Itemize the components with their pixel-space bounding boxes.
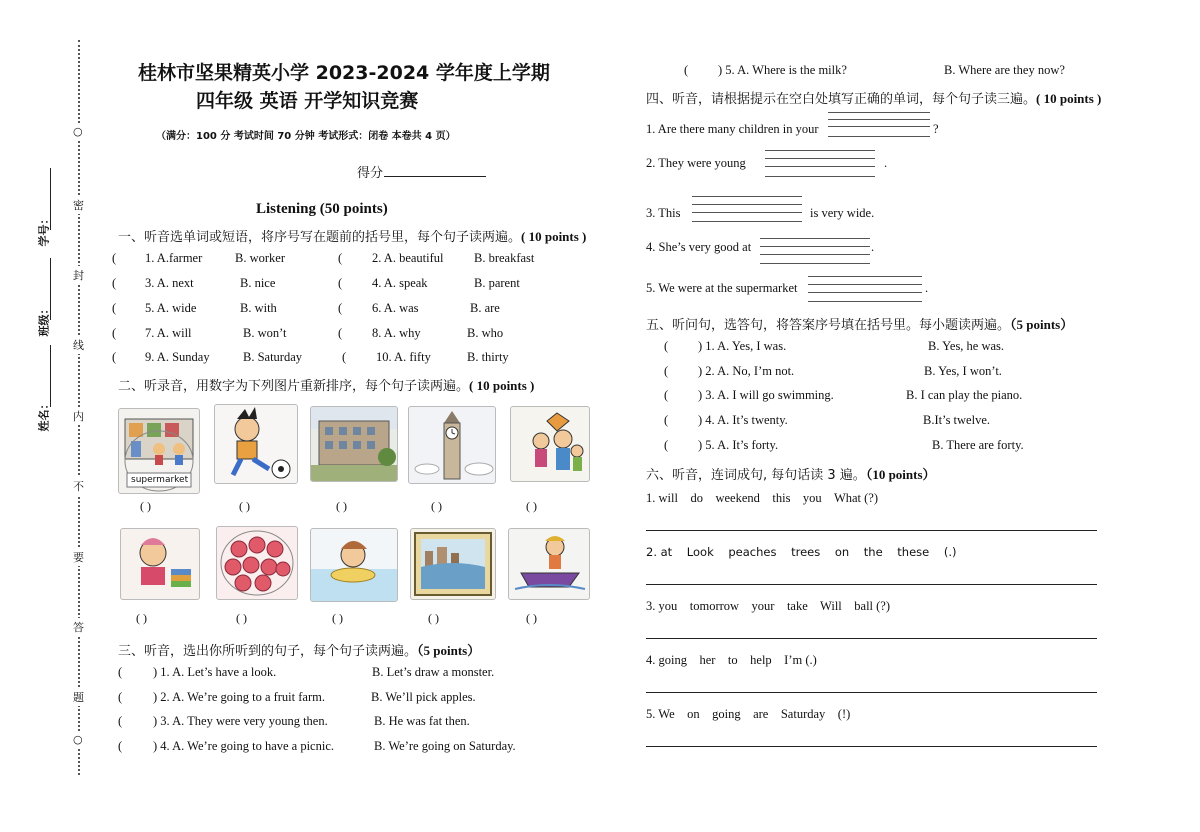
answer-line[interactable] [646, 584, 1097, 585]
handwriting-line[interactable] [692, 221, 802, 222]
seal-char-nei: 内 [73, 407, 84, 425]
part3-item1-option-b: B. Let’s draw a monster. [372, 665, 495, 679]
handwriting-line[interactable] [765, 176, 875, 177]
student-id-label: 学号： [37, 213, 51, 247]
handwriting-line [692, 196, 802, 197]
list-item: ( [664, 364, 669, 378]
handwriting-line [765, 150, 875, 151]
part1-item7-option-b: B. won’t [243, 326, 287, 340]
picture-order-blank[interactable]: ( ) [236, 611, 247, 625]
picture-order-blank[interactable]: ( ) [336, 499, 347, 513]
part4-item2-end: . [884, 156, 888, 170]
picture-school-building [310, 406, 398, 482]
handwriting-line [808, 284, 922, 285]
seal-char-yao: 要 [73, 548, 84, 566]
part6-heading [646, 464, 936, 483]
part4-heading [646, 88, 1101, 107]
seal-circle-top: ○ [73, 125, 83, 138]
part1-points: ( 10 points ) [521, 229, 587, 244]
handwriting-line[interactable] [828, 136, 930, 137]
part5-heading [646, 314, 1073, 333]
score-blank[interactable] [384, 176, 486, 177]
part6-item2-words: 2. at Look peaches trees on the these (.) [646, 545, 957, 559]
list-item: ( [664, 388, 669, 402]
part6-item1-words: 1. will do weekend this you What (?) [646, 491, 879, 505]
part1-item5-option-b: B. with [240, 301, 277, 315]
part1-heading [118, 226, 586, 245]
picture-boy-kicking-ball [214, 404, 298, 484]
handwriting-line [692, 212, 802, 213]
part2-points: ( 10 points ) [469, 378, 535, 393]
part2-heading-text: 二、听录音，用数字为下列图片重新排序，每个句子读两遍。 [118, 379, 470, 394]
part1-item2-option-b: B. breakfast [474, 251, 535, 265]
list-item: ( [684, 63, 689, 77]
list-item: ( [118, 665, 123, 679]
part6-heading-text: 六、听音，连词成句, 每句话读 3 遍。 [646, 468, 866, 483]
list-item: ( [112, 301, 117, 315]
part6-item4-words: 4. going her to help I’m (.) [646, 653, 817, 667]
handwriting-line [760, 246, 870, 247]
part4-item1-end: ? [933, 122, 939, 136]
part1-item6-option-a: 6. A. was [372, 301, 419, 315]
part5-item5-option-a: ) 5. A. It’s forty. [698, 438, 779, 452]
part3-item1-option-a: ) 1. A. Let’s have a look. [153, 665, 277, 679]
supermarket-sign: supermarket [131, 475, 189, 485]
list-item: ( [118, 714, 123, 728]
list-item: ( [118, 739, 123, 753]
answer-line[interactable] [646, 638, 1097, 639]
handwriting-line [828, 112, 930, 113]
list-item: ( [112, 276, 117, 290]
picture-order-blank[interactable]: ( ) [136, 611, 147, 625]
picture-order-blank[interactable]: ( ) [140, 499, 151, 513]
part4-item2-prompt: 2. They were young [646, 156, 746, 170]
part3-heading [118, 640, 480, 659]
picture-girl-with-books [120, 528, 200, 600]
list-item: ( [118, 690, 123, 704]
seal-char-mi: 密 [73, 196, 84, 214]
part4-item3-prompt: 3. This [646, 206, 681, 220]
seal-char-xian: 线 [73, 336, 84, 354]
listening-heading: Listening (50 points) [256, 201, 388, 217]
part1-item7-option-a: 7. A. will [145, 326, 192, 340]
name-label: 姓名： [37, 398, 51, 432]
class-label: 班级： [37, 303, 51, 337]
part6-points: （10 points） [865, 467, 936, 482]
class-blank[interactable] [50, 258, 51, 320]
student-id-blank[interactable] [50, 168, 51, 230]
picture-order-blank[interactable]: ( ) [239, 499, 250, 513]
list-item: ( [338, 326, 343, 340]
part3-item4-option-b: B. We’re going on Saturday. [374, 739, 516, 753]
part1-item3-option-a: 3. A. next [145, 276, 194, 290]
handwriting-line [760, 238, 870, 239]
seal-char-da: 答 [73, 618, 84, 636]
part1-item4-option-b: B. parent [474, 276, 520, 290]
list-item: ( [664, 438, 669, 452]
handwriting-line[interactable] [808, 301, 922, 302]
handwriting-line [808, 292, 922, 293]
part3-points: （5 points） [417, 643, 481, 658]
seal-char-ti: 题 [73, 688, 84, 706]
picture-order-blank[interactable]: ( ) [526, 611, 537, 625]
part6-item3-words: 3. you tomorrow your take Will ball (?) [646, 599, 891, 613]
picture-family-with-kite [510, 406, 590, 482]
part3-item4-option-a: ) 4. A. We’re going to have a picnic. [153, 739, 334, 753]
handwriting-line [760, 254, 870, 255]
part1-item1-option-b: B. worker [235, 251, 285, 265]
handwriting-line [692, 204, 802, 205]
handwriting-line [828, 119, 930, 120]
picture-peaches [216, 526, 298, 600]
part3-item2-option-a: ) 2. A. We’re going to a fruit farm. [153, 690, 325, 704]
part1-item8-option-b: B. who [467, 326, 504, 340]
part4-points: ( 10 points ) [1036, 91, 1102, 106]
list-item: ( [342, 350, 347, 364]
picture-order-blank[interactable]: ( ) [431, 499, 442, 513]
part1-item5-option-a: 5. A. wide [145, 301, 197, 315]
part5-item1-option-a: ) 1. A. Yes, I was. [698, 339, 787, 353]
part4-item4-prompt: 4. She’s very good at [646, 240, 752, 254]
name-blank[interactable] [50, 345, 51, 407]
part1-item4-option-a: 4. A. speak [372, 276, 428, 290]
part1-item8-option-a: 8. A. why [372, 326, 421, 340]
score-label: 得分 [357, 166, 384, 181]
part5-item4-option-a: ) 4. A. It’s twenty. [698, 413, 788, 427]
picture-girl-in-boat [508, 528, 590, 600]
part1-item2-option-a: 2. A. beautiful [372, 251, 444, 265]
part6-item5-words: 5. We on going are Saturday (!) [646, 707, 851, 721]
list-item: ( [112, 326, 117, 340]
handwriting-line [765, 158, 875, 159]
picture-order-blank[interactable]: ( ) [526, 499, 537, 513]
answer-line[interactable] [646, 692, 1097, 693]
part5-item3-option-a: ) 3. A. I will go swimming. [698, 388, 834, 402]
part1-item10-option-b: B. thirty [467, 350, 509, 364]
seal-char-feng: 封 [73, 266, 84, 284]
part4-item4-end: . [871, 240, 875, 254]
part1-item10-option-a: 10. A. fifty [376, 350, 431, 364]
part3-item5-option-a: ) 5. A. Where is the milk? [718, 63, 847, 77]
part5-item3-option-b: B. I can play the piano. [906, 388, 1023, 402]
part1-item9-option-b: B. Saturday [243, 350, 303, 364]
handwriting-line [808, 276, 922, 277]
part4-item5-prompt: 5. We were at the supermarket [646, 281, 798, 295]
part1-item1-option-a: 1. A.farmer [145, 251, 203, 265]
list-item: ( [112, 350, 117, 364]
part5-item4-option-b: B.It’s twelve. [923, 413, 991, 427]
list-item: ( [664, 339, 669, 353]
part4-item3-end: is very wide. [810, 206, 875, 220]
picture-supermarket [118, 408, 200, 494]
picture-order-blank[interactable]: ( ) [428, 611, 439, 625]
part5-heading-text: 五、听问句，选答句，将答案序号填在括号里。每小题读两遍。 [646, 318, 1011, 333]
list-item: ( [664, 413, 669, 427]
part5-item2-option-b: B. Yes, I won’t. [924, 364, 1002, 378]
list-item: ( [112, 251, 117, 265]
part5-item5-option-b: B. There are forty. [932, 438, 1024, 452]
picture-order-blank[interactable]: ( ) [332, 611, 343, 625]
part3-item3-option-b: B. He was fat then. [374, 714, 470, 728]
list-item: ( [338, 276, 343, 290]
part4-heading-text: 四、听音，请根据提示在空白处填写正确的单词，每个句子读三遍。 [646, 92, 1037, 107]
list-item: ( [338, 251, 343, 265]
part1-heading-text: 一、听音选单词或短语，将序号写在题前的括号里，每个句子读两遍。 [118, 230, 522, 245]
part5-points: （5 points） [1010, 317, 1074, 332]
exam-title-line1: 桂林市坚果精英小学 2023-2024 学年度上学期 [138, 62, 550, 84]
picture-city-river-painting [410, 528, 496, 600]
part1-item6-option-b: B. are [470, 301, 500, 315]
part4-item1-prompt: 1. Are there many children in your [646, 122, 819, 136]
handwriting-line [828, 126, 930, 127]
exam-title-line2: 四年级 英语 开学知识竞赛 [196, 90, 419, 112]
part4-item5-end: . [925, 281, 929, 295]
answer-line[interactable] [646, 746, 1097, 747]
part1-item3-option-b: B. nice [240, 276, 276, 290]
picture-girl-swimming [310, 528, 398, 602]
handwriting-line[interactable] [760, 263, 870, 264]
handwriting-line [765, 166, 875, 167]
part5-item1-option-b: B. Yes, he was. [928, 339, 1005, 353]
answer-line[interactable] [646, 530, 1097, 531]
part3-item2-option-b: B. We’ll pick apples. [371, 690, 476, 704]
list-item: ( [338, 301, 343, 315]
part2-heading [118, 375, 534, 394]
part3-item3-option-a: ) 3. A. They were very young then. [153, 714, 328, 728]
seal-char-bu: 不 [73, 477, 84, 495]
part5-item2-option-a: ) 2. A. No, I’m not. [698, 364, 795, 378]
seal-circle-bottom: ○ [73, 733, 83, 746]
part3-item5-option-b: B. Where are they now? [944, 63, 1065, 77]
exam-meta: （满分：100 分 考试时间 70 分钟 考试形式：闭卷 本卷共 4 页） [156, 131, 456, 142]
part1-item9-option-a: 9. A. Sunday [145, 350, 210, 364]
part3-heading-text: 三、听音，选出你所听到的句子，每个句子读两遍。 [118, 644, 418, 659]
picture-clock-tower [408, 406, 496, 484]
